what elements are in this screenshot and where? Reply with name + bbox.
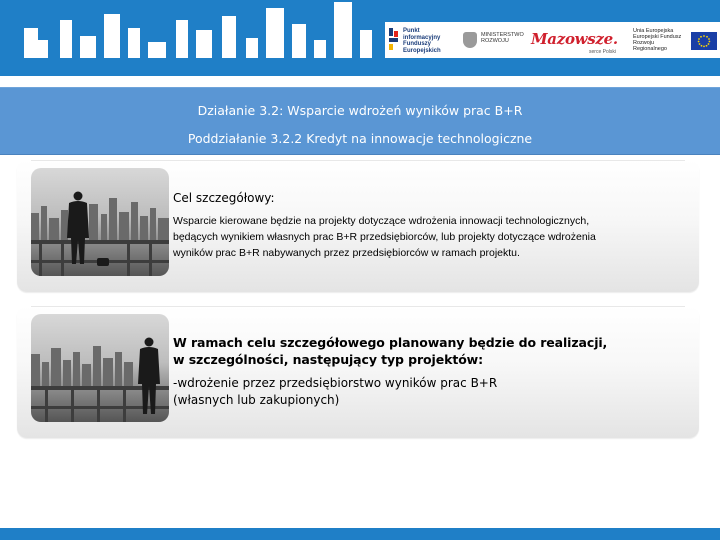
description-line: wyników prac B+R nabywanych przez przedsiębiorców w ramach projektu. — [173, 247, 520, 259]
header-banner — [0, 0, 720, 76]
description-line: będących wynikiem własnych prac B+R przedsiębiorców, lub projekty dotyczące wdrożenia — [173, 231, 596, 243]
ministerstwo-logo — [463, 30, 533, 54]
title-band — [0, 87, 720, 155]
decor-block — [246, 38, 258, 58]
objective-card — [17, 160, 699, 292]
description-line: Wsparcie kierowane będzie na projekty dotyczące wdrożenia innowacji technologicznych, — [173, 215, 590, 227]
card-top-divider — [31, 160, 685, 161]
mazowsze-slogan: serce Polski — [589, 49, 616, 55]
eu-text: Unia Europejska Europejski Fundusz Rozwoju Regionalnego — [633, 28, 682, 52]
decor-block — [222, 16, 236, 58]
description-line: -wdrożenie przez przedsiębiorstwo wyników prac B+R — [173, 376, 498, 390]
subaction-title: Poddziałanie 3.2.2 Kredyt na innowacje technologiczne — [187, 131, 533, 146]
heading-line: w szczególności, następujący typ projektów: — [173, 352, 484, 367]
decor-block — [196, 30, 212, 58]
decor-block — [360, 30, 372, 58]
decor-block — [148, 42, 166, 58]
objective-description — [173, 213, 693, 261]
eu-flag-icon — [691, 32, 717, 50]
businessman-city-photo — [31, 314, 169, 422]
businessman-city-photo — [31, 168, 169, 276]
eagle-emblem-icon — [463, 32, 477, 48]
mazowsze-logo — [531, 30, 621, 58]
objective-heading: Cel szczegółowy: — [173, 191, 275, 205]
decor-block — [266, 8, 284, 58]
decor-block — [24, 28, 38, 58]
decor-block — [104, 14, 120, 58]
decor-block — [38, 40, 48, 58]
decor-block — [334, 2, 352, 58]
decor-block — [292, 24, 306, 58]
footer-strip — [0, 528, 720, 540]
project-type-description — [173, 375, 693, 409]
card-top-divider — [31, 306, 685, 307]
fe-mark-icon — [389, 28, 399, 50]
logo-strip — [385, 22, 720, 58]
mazowsze-name: Mazowsze. — [531, 30, 618, 48]
description-line: (własnych lub zakupionych) — [173, 393, 340, 407]
heading-line: W ramach celu szczegółowego planowany będzie do realizacji, — [173, 335, 608, 350]
punkt-informacyjny-logo — [389, 26, 464, 54]
decor-block — [176, 20, 188, 58]
project-type-card — [17, 306, 699, 438]
decor-block — [60, 20, 72, 58]
project-type-heading — [173, 334, 693, 368]
punkt-informacyjny-text: Punkt informacyjny Funduszy Europejskich — [403, 28, 441, 54]
decor-block — [128, 28, 140, 58]
eu-logo — [631, 28, 717, 56]
decor-block — [80, 36, 96, 58]
decor-block — [314, 40, 326, 58]
action-title: Działanie 3.2: Wsparcie wdrożeń wyników prac B+R — [197, 103, 523, 118]
ministerstwo-text: MINISTERSTWO ROZWOJU — [481, 32, 524, 44]
